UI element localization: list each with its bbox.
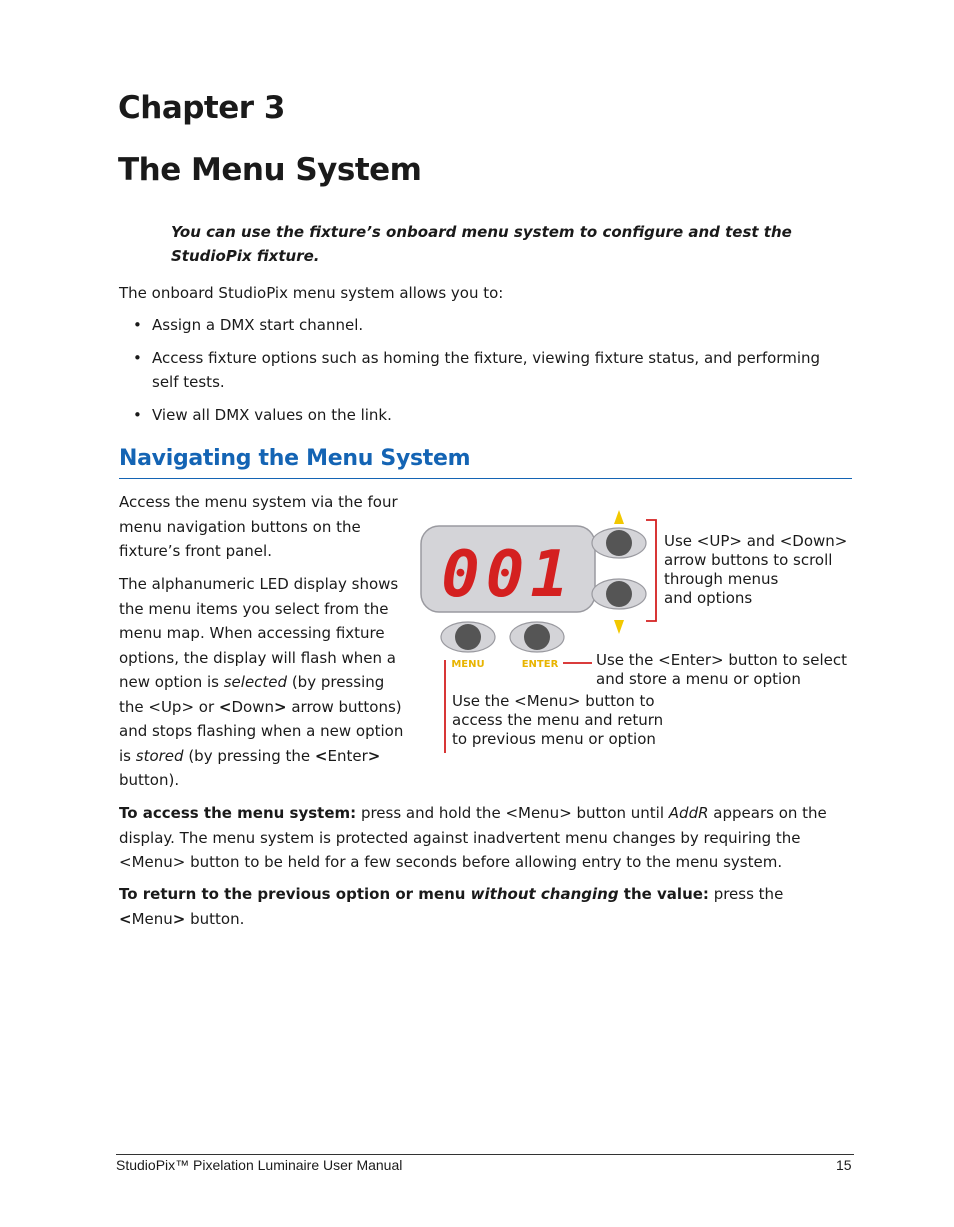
- lead-text: The onboard StudioPix menu system allows you to:: [119, 284, 504, 302]
- footer-title: StudioPix™ Pixelation Luminaire User Manual: [116, 1157, 403, 1173]
- section-divider: [119, 478, 852, 479]
- arrow-up-icon: [614, 510, 624, 524]
- page-number: 15: [836, 1157, 852, 1173]
- arrow-down-icon: [614, 620, 624, 634]
- section-heading: Navigating the Menu System: [119, 446, 471, 471]
- bullet-list: [133, 313, 843, 436]
- led-display-value: 001: [441, 538, 575, 612]
- callout-bracket-updown: [646, 520, 656, 621]
- list-item: • Access fixture options such as homing the fixture, viewing fixture status, and performing self tests.: [133, 346, 843, 394]
- footer-divider: [116, 1154, 854, 1155]
- callout-enter: Use the <Enter> button to select and store a menu or option: [596, 651, 847, 688]
- enter-label: ENTER: [521, 659, 559, 670]
- paragraph-return: To return to the previous option or menu without changing the value: press the <Menu> button.: [119, 885, 784, 928]
- paragraph-display: The alphanumeric LED display shows the menu items you select from the menu map. When accessing fixture options, the display will flash when a new option is selected (by pressing the <Up> or <Down> arrow buttons) and stops flashing when a new option is stored (by pressing the <Enter> button).: [119, 575, 404, 789]
- paragraph-access-menu: To access the menu system: press and hold the <Menu> button until AddR appears on the display. The menu system is protected against inadvertent menu changes by requiring the <Menu> button to be held for a few seconds before allowing entry to the menu system.: [119, 804, 827, 871]
- list-item: • View all DMX values on the link.: [133, 403, 843, 427]
- list-item: • Assign a DMX start channel.: [133, 313, 843, 337]
- callout-menu: Use the <Menu> button to access the menu and return to previous menu or option: [452, 692, 664, 748]
- page-title: The Menu System: [118, 152, 422, 188]
- chapter-heading: Chapter 3: [118, 90, 285, 126]
- callout-updown: Use <UP> and <Down> arrow buttons to scroll through menus and options: [664, 532, 848, 607]
- paragraph-access: Access the menu system via the four menu navigation buttons on the fixture’s front panel.: [119, 493, 398, 560]
- intro-text: You can use the fixture’s onboard menu system to configure and test the StudioPix fixture.: [171, 223, 792, 265]
- menu-label: MENU: [451, 659, 485, 670]
